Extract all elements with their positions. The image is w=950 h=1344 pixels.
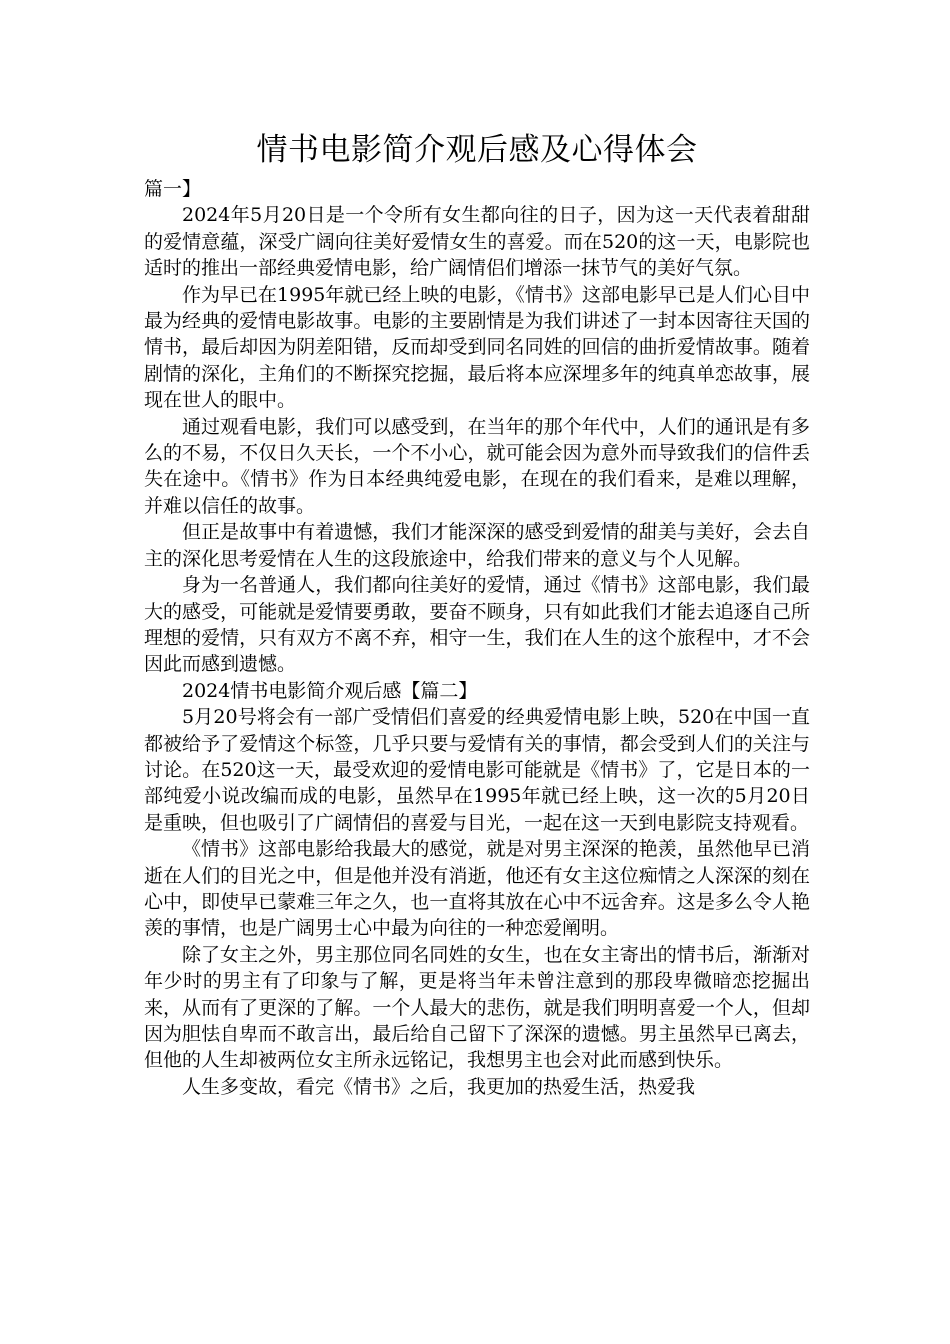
paragraph: 人生多变故，看完《情书》之后，我更加的热爱生活，热爱我 <box>182 1075 696 1098</box>
section-one-label: 篇一】 <box>144 178 202 200</box>
paragraph: 通过观看电影，我们可以感受到，在当年的那个年代中，人们的通讯是有多么的不易，不仅日久天长，一个不小心，就可能会因为意外而导致我们的信件丢失在途中。《情书》作为日本经典纯爱电影，在现在的我们看来，是难以理解，并难以信任的故事。 <box>144 415 810 517</box>
paragraph: 5月20号将会有一部广受情侣们喜爱的经典爱情电影上映，520在中国一直都被给予了爱情这个标签，几乎只要与爱情有关的事情，都会受到人们的关注与讨论。在520这一天，最受欢迎的爱情电影可能就是《情书》了，它是日本的一部纯爱小说改编而成的电影，虽然早在1995年就已经上映，这一次的5月20日是重映，但也吸引了广阔情侣的喜爱与目光，一起在这一天到电影院支持观看。 <box>144 706 810 834</box>
paragraph: 但正是故事中有着遗憾，我们才能深深的感受到爱情的甜美与美好，会去自主的深化思考爱情在人生的这段旅途中，给我们带来的意义与个人见解。 <box>144 521 810 570</box>
paragraph: 2024年5月20日是一个令所有女生都向往的日子，因为这一天代表着甜甜的爱情意蕴，深受广阔向往美好爱情女生的喜爱。而在520的这一天，电影院也适时的推出一部经典爱情电影，给广阔情侣们增添一抹节气的美好气氛。 <box>144 204 810 280</box>
paragraph: 除了女主之外，男主那位同名同姓的女生，也在女主寄出的情书后，渐渐对年少时的男主有了印象与了解，更是将当年未曾注意到的那段卑微暗恋挖掘出来，从而有了更深的了解。一个人最大的悲伤，就是我们明明喜爱一个人，但却因为胆怯自卑而不敢言出，最后给自己留下了深深的遗憾。男主虽然早已离去，但他的人生却被两位女主所永远铭记，我想男主也会对此而感到快乐。 <box>144 943 810 1072</box>
paragraph: 身为一名普通人，我们都向往美好的爱情，通过《情书》这部电影，我们最大的感受，可能就是爱情要勇敢，要奋不顾身，只有如此我们才能去追逐自己所理想的爱情，只有双方不离不弃，相守一生，我们在人生的这个旅程中，才不会因此而感到遗憾。 <box>144 574 810 676</box>
paragraph: 《情书》这部电影给我最大的感觉，就是对男主深深的艳羡，虽然他早已消逝在人们的目光之中，但是他并没有消逝，他还有女主这位痴情之人深深的刻在心中，即使早已蒙难三年之久，也一直将其放在心中不远舍弃。这是多么令人艳羡的事情，也是广阔男士心中最为向往的一种恋爱阐明。 <box>144 838 810 940</box>
section-two-heading: 2024情书电影简介观后感【篇二】 <box>182 679 478 702</box>
document-title: 情书电影简介观后感及心得体会 <box>256 132 698 168</box>
paragraph: 作为早已在1995年就已经上映的电影，《情书》这部电影早已是人们心目中最为经典的爱情电影故事。电影的主要剧情是为我们讲述了一封本因寄往天国的情书，最后却因为阴差阳错，反而却受到同名同姓的回信的曲折爱情故事。随着剧情的深化，主角们的不断探究挖掘，最后将本应深埋多年的纯真单恋故事，展现在世人的眼中。 <box>144 283 810 412</box>
